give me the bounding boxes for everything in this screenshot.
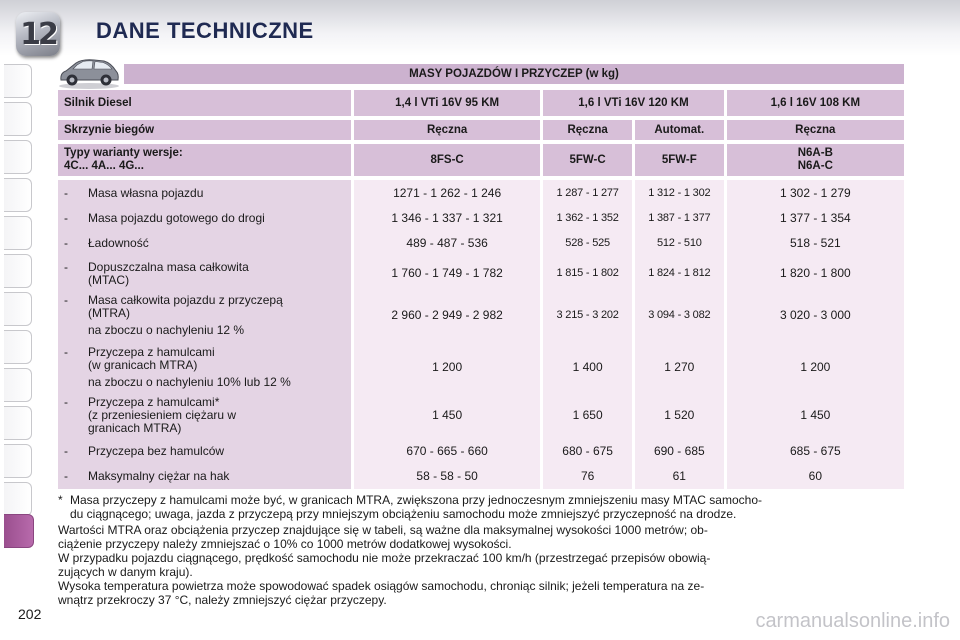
row-label-text: Masa własna pojazdu [88,186,204,200]
table-title: MASY POJAZDÓW I PRZYCZEP (w kg) [124,64,904,84]
table-cell: 1 815 - 1 802 [556,267,619,279]
chapter-tab[interactable] [4,140,32,174]
note-paragraph [58,524,904,551]
note-line: Wartości MTRA oraz obciążenia przyczep znajdujące się w tabeli, są ważne dla maksymalnej wysokości 1000 metrów; ob- [58,523,708,537]
chapter-tab[interactable] [4,64,32,98]
chapter-tab-strip [0,64,38,564]
table-cell: 1 450 [432,408,463,422]
table-row-label [58,396,351,435]
note-line: wnątrz przekroczy 37 °C, należy zmniejszyć ciężar przyczepy. [58,592,387,607]
types-label-line: 4C... 4A... 4G... [64,160,144,172]
page-title: DANE TECHNICZNE [96,18,314,43]
row-dash: - [64,260,68,274]
footnote-line: Masa przyczepy z hamulcami może być, w granicach MTRA, zwiększona przy jednoczesnym zmniejszeniu masy MTAC samocho- [70,493,762,507]
types-cell-line: N6A-C [797,160,833,172]
row-label-text: (w granicach MTRA) [88,358,198,372]
table-cell: 680 - 675 [562,444,613,458]
footnote-line: du ciągnącego; uwaga, jazda z przyczepą przy mniejszym obciążeniu samochodu może zmniejszyć przyczepność na drodze. [70,506,737,521]
row-label-sub: na zboczu o nachyleniu 12 % [88,323,245,337]
row-label-text: Dopuszczalna masa całkowita [88,260,249,274]
row-label-text: Maksymalny ciężar na hak [88,469,230,483]
table-cell: 1 200 [800,360,831,374]
label-column [58,180,351,489]
types-label-line: Typy warianty wersje: [64,147,183,159]
table-cell: 61 [672,469,686,483]
types-cell: 5FW-C [543,144,632,176]
note-line: Wysoka temperatura powietrza może spowodować spadek osiągów samochodu, chroniąc silnik; jeżeli temperatura na ze- [58,579,705,593]
types-label [58,144,351,176]
chapter-tab[interactable] [4,330,32,364]
table-cell: 3 020 - 3 000 [779,308,851,322]
table-cell: 1 302 - 1 279 [779,186,851,200]
types-cell: 5FW-F [635,144,724,176]
table-body [58,180,904,489]
table-cell: 1271 - 1 262 - 1 246 [393,186,502,200]
row-dash: - [64,345,68,359]
value-column [635,180,724,489]
notes-section [58,494,904,608]
table-cell: 1 312 - 1 302 [648,187,711,199]
row-label-text: (MTAC) [88,273,130,287]
row-label-text: (MTRA) [88,306,130,320]
engine-cell: 1,6 l 16V 108 KM [727,90,904,116]
engine-cell: 1,4 l VTi 16V 95 KM [354,90,540,116]
table-cell: 685 - 675 [789,444,841,458]
gearbox-header-row [58,120,904,140]
table-cell: 528 - 525 [565,237,610,249]
note-paragraph [58,552,904,579]
table-cell: 1 346 - 1 337 - 1 321 [391,211,503,225]
table-cell: 1 377 - 1 354 [779,211,851,225]
table-cell: 1 400 [572,360,603,374]
gearbox-label: Skrzynie biegów [58,120,351,140]
engine-header-row [58,90,904,116]
types-cell [727,144,904,176]
table-cell: 1 450 [800,408,831,422]
table-cell: 1 287 - 1 277 [556,187,619,199]
gearbox-cell: Automat. [635,120,724,140]
row-label-text: (z przeniesieniem ciężaru w [88,408,237,422]
table-cell: 1 760 - 1 749 - 1 782 [391,266,503,280]
chapter-tab[interactable] [4,216,32,250]
row-label-text: Ładowność [88,236,149,250]
car-icon [56,56,122,90]
engine-label: Silnik Diesel [58,90,351,116]
table-cell: 489 - 487 - 536 [406,236,488,250]
chapter-tab[interactable] [4,482,32,516]
table-cell: 60 [808,469,823,483]
chapter-tab-active[interactable] [4,514,34,548]
footnote [58,494,904,521]
table-row-label [58,445,351,458]
table-row-label [58,346,351,389]
footnote-star: * [58,493,63,507]
chapter-number: 12 [20,16,56,52]
row-label-text: Przyczepa bez hamulców [88,444,225,458]
table-row-label [58,237,351,250]
chapter-tab[interactable] [4,406,32,440]
table-cell: 3 094 - 3 082 [648,309,711,321]
table-cell: 1 650 [572,408,603,422]
table-cell: 670 - 665 - 660 [406,444,488,458]
types-cell: 8FS-C [354,144,540,176]
table-cell: 512 - 510 [656,237,702,249]
watermark: carmanualsonline.info [755,610,950,632]
chapter-tab[interactable] [4,368,32,402]
table-cell: 690 - 685 [653,444,705,458]
table-cell: 3 215 - 3 202 [556,309,619,321]
table-row-label [58,470,351,483]
table-cell: 1 362 - 1 352 [556,212,619,224]
row-label-sub: na zboczu o nachyleniu 10% lub 12 % [88,375,291,389]
chapter-badge [16,12,60,56]
chapter-tab[interactable] [4,444,32,478]
row-dash: - [64,293,68,307]
table-row-label [58,212,351,225]
table-row-label [58,294,351,337]
row-dash: - [64,236,68,250]
row-label-text: Przyczepa z hamulcami* [88,395,220,409]
table-cell: 58 - 58 - 50 [416,469,478,483]
types-cell-line: N6A-B [797,147,833,159]
table-cell: 1 200 [432,360,463,374]
table-row-label [58,187,351,200]
table-cell: 518 - 521 [789,236,841,250]
chapter-tab[interactable] [4,178,32,212]
note-paragraph [58,580,904,607]
page-number: 202 [18,606,42,622]
table-cell: 76 [580,469,595,483]
row-dash: - [64,469,68,483]
table-cell: 1 520 [664,408,695,422]
table-row-label [58,261,351,287]
table-cell: 2 960 - 2 949 - 2 982 [391,308,503,322]
note-line: zujących w danym kraju). [58,564,193,579]
chapter-tab[interactable] [4,254,32,288]
engine-cell: 1,6 l VTi 16V 120 KM [543,90,723,116]
gearbox-cell: Ręczna [354,120,540,140]
note-line: ciążenie przyczepy należy zmniejszać o 10% co 1000 metrów dodatkowej wysokości. [58,536,512,551]
row-dash: - [64,444,68,458]
value-column [727,180,904,489]
row-label-text: Masa pojazdu gotowego do drogi [88,211,265,225]
row-dash: - [64,186,68,200]
row-dash: - [64,211,68,225]
types-header-row [58,144,904,176]
table-cell: 1 387 - 1 377 [648,212,711,224]
chapter-tab[interactable] [4,292,32,326]
row-label-text: Masa całkowita pojazdu z przyczepą [88,293,283,307]
chapter-tab[interactable] [4,102,32,136]
note-line: W przypadku pojazdu ciągnącego, prędkość samochodu nie może przekraczać 100 km/h (przestrzegać przepisów obowią- [58,551,711,565]
table-cell: 1 270 [664,360,695,374]
row-label-text: granicach MTRA) [88,421,182,435]
table-cell: 1 824 - 1 812 [648,267,711,279]
table-cell: 1 820 - 1 800 [779,266,851,280]
row-dash: - [64,395,68,409]
gearbox-cell: Ręczna [543,120,632,140]
gearbox-cell: Ręczna [727,120,904,140]
row-label-text: Przyczepa z hamulcami [88,345,215,359]
value-column [354,180,540,489]
value-column [543,180,632,489]
